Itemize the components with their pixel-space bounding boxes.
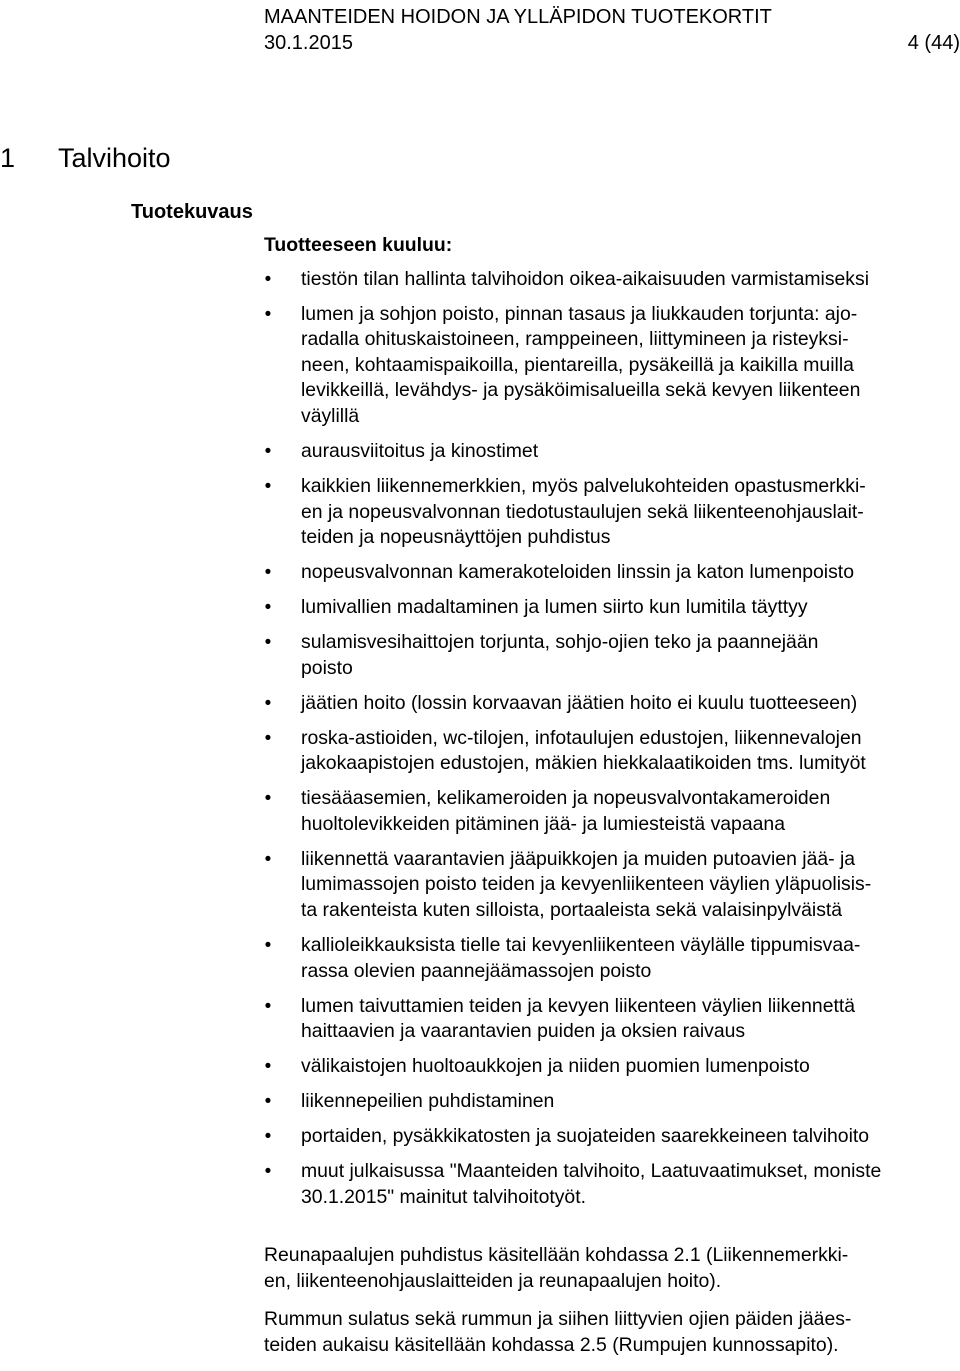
list-item	[264, 786, 954, 837]
list-item-text-line: haittaavien ja vaarantavien puiden ja oksien raivaus	[301, 1020, 746, 1043]
list-item-text-line: 30.1.2015" mainitut talvihoitotyöt.	[301, 1185, 586, 1208]
header-page-number: 4 (44)	[907, 32, 960, 54]
list-item	[264, 994, 954, 1045]
header-meta-row	[264, 30, 960, 56]
bullet-icon: •	[264, 303, 272, 325]
bullet-icon: •	[264, 692, 272, 714]
list-item-text-line: rassa olevien paannejäämassojen poisto	[301, 959, 652, 982]
list-item-text-line: poisto	[301, 656, 353, 679]
list-item-text-line: välikaistojen huoltoaukkojen ja niiden puomien lumenpoisto	[301, 1055, 810, 1078]
note-paragraph	[264, 1243, 954, 1294]
section-heading	[0, 140, 171, 176]
includes-label: Tuotteeseen kuuluu:	[264, 234, 453, 256]
list-item-text-line: nopeusvalvonnan kamerakoteloiden linssin ja katon lumenpoisto	[301, 561, 854, 584]
bullet-icon: •	[264, 632, 272, 654]
bullet-icon: •	[264, 995, 272, 1017]
note-text-line: en, liikenteenohjauslaitteiden ja reunapaalujen hoito).	[264, 1269, 722, 1292]
bullet-icon: •	[264, 1056, 272, 1078]
list-item	[264, 726, 954, 777]
header-title: MAANTEIDEN HOIDON JA YLLÄPIDON TUOTEKORTIT	[264, 6, 772, 28]
bullet-icon: •	[264, 934, 272, 956]
list-item	[264, 1124, 954, 1150]
list-item	[264, 1089, 954, 1115]
list-item-text-line: liikennepeilien puhdistaminen	[301, 1090, 555, 1113]
list-item-text-line: en ja nopeusvalvonnan tiedotustaulujen sekä liikenteenohjauslait-	[301, 500, 864, 523]
list-item	[264, 595, 954, 621]
included-items-list	[264, 267, 954, 1211]
note-text-line: teiden aukaisu käsitellään kohdassa 2.5 (Rumpujen kunnossapito).	[264, 1333, 839, 1356]
list-item	[264, 474, 954, 551]
list-item-text-line: portaiden, pysäkkikatosten ja suojateiden saarekkeineen talvihoito	[301, 1125, 870, 1148]
list-item-text-line: muut julkaisussa "Maanteiden talvihoito, Laatuvaatimukset, moniste	[301, 1160, 882, 1183]
list-item-text-line: jakokaapistojen edustojen, mäkien hiekkalaatikoiden tms. lumityöt	[301, 752, 866, 775]
subsection-heading: Tuotekuvaus	[131, 201, 253, 223]
list-item-text-line: tiestön tilan hallinta talvihoidon oikea-aikaisuuden varmistamiseksi	[301, 267, 870, 290]
list-item-text-line: sulamisvesihaittojen torjunta, sohjo-ojien teko ja paannejään	[301, 631, 819, 654]
bullet-icon: •	[264, 562, 272, 584]
list-item-text-line: lumimassojen poisto teiden ja kevyenliikenteen väylien yläpuolisis-	[301, 873, 872, 896]
section-number: 1	[0, 143, 16, 173]
bullet-icon: •	[264, 1091, 272, 1113]
running-header	[264, 4, 960, 56]
list-item	[264, 933, 954, 984]
list-item-text-line: kaikkien liikennemerkkien, myös palvelukohteiden opastusmerkki-	[301, 474, 866, 497]
list-item	[264, 302, 954, 430]
list-item	[264, 1159, 954, 1210]
bullet-icon: •	[264, 440, 272, 462]
list-item-text-line: tiesääasemien, kelikameroiden ja nopeusvalvontakameroiden	[301, 787, 831, 810]
list-item	[264, 267, 954, 293]
section-title: Talvihoito	[58, 143, 171, 173]
header-date: 30.1.2015	[264, 32, 353, 54]
bullet-icon: •	[264, 268, 272, 290]
bullet-icon: •	[264, 1161, 272, 1183]
notes-block	[264, 1243, 954, 1358]
list-item	[264, 630, 954, 681]
list-item-text-line: aurausviitoitus ja kinostimet	[301, 439, 539, 462]
list-item	[264, 847, 954, 924]
list-item-text-line: lumivallien madaltaminen ja lumen siirto kun lumitila täyttyy	[301, 596, 808, 619]
list-item-text-line: ta rakenteista kuten silloista, portaaleista sekä valaisinpylväistä	[301, 898, 843, 921]
product-description	[264, 233, 954, 1371]
list-item-text-line: teiden ja nopeusnäyttöjen puhdistus	[301, 526, 611, 549]
bullet-icon: •	[264, 597, 272, 619]
note-text-line: Reunapaalujen puhdistus käsitellään kohdassa 2.1 (Liikennemerkki-	[264, 1244, 849, 1267]
bullet-icon: •	[264, 788, 272, 810]
list-item-text-line: levikkeillä, levähdys- ja pysäköimisalueilla sekä kevyen liikenteen	[301, 379, 861, 402]
list-item-text-line: väylillä	[301, 404, 360, 427]
list-item-text-line: roska-astioiden, wc-tilojen, infotaulujen edustojen, liikennevalojen	[301, 726, 862, 749]
list-item-text-line: lumen taivuttamien teiden ja kevyen liikenteen väylien liikennettä	[301, 994, 856, 1017]
list-item-text-line: lumen ja sohjon poisto, pinnan tasaus ja liukkauden torjunta: ajo-	[301, 302, 858, 325]
list-item-text-line: liikennettä vaarantavien jääpuikkojen ja muiden putoavien jää- ja	[301, 847, 856, 870]
note-paragraph	[264, 1307, 954, 1358]
list-item	[264, 560, 954, 586]
note-text-line: Rummun sulatus sekä rummun ja siihen liittyvien ojien päiden jääes-	[264, 1308, 852, 1331]
list-item-text-line: jäätien hoito (lossin korvaavan jäätien hoito ei kuulu tuotteeseen)	[301, 691, 858, 714]
list-item	[264, 439, 954, 465]
list-item-text-line: neen, kohtaamispaikoilla, pientareilla, pysäkeillä ja kaikilla muilla	[301, 353, 854, 376]
bullet-icon: •	[264, 848, 272, 870]
list-item-text-line: radalla ohituskaistoineen, ramppeineen, liittymineen ja risteyksi-	[301, 328, 849, 351]
bullet-icon: •	[264, 727, 272, 749]
list-item	[264, 691, 954, 717]
bullet-icon: •	[264, 475, 272, 497]
list-item	[264, 1054, 954, 1080]
list-item-text-line: huoltolevikkeiden pitäminen jää- ja lumiesteistä vapaana	[301, 812, 785, 835]
bullet-icon: •	[264, 1126, 272, 1148]
list-item-text-line: kallioleikkauksista tielle tai kevyenliikenteen väylälle tippumisvaa-	[301, 933, 861, 956]
